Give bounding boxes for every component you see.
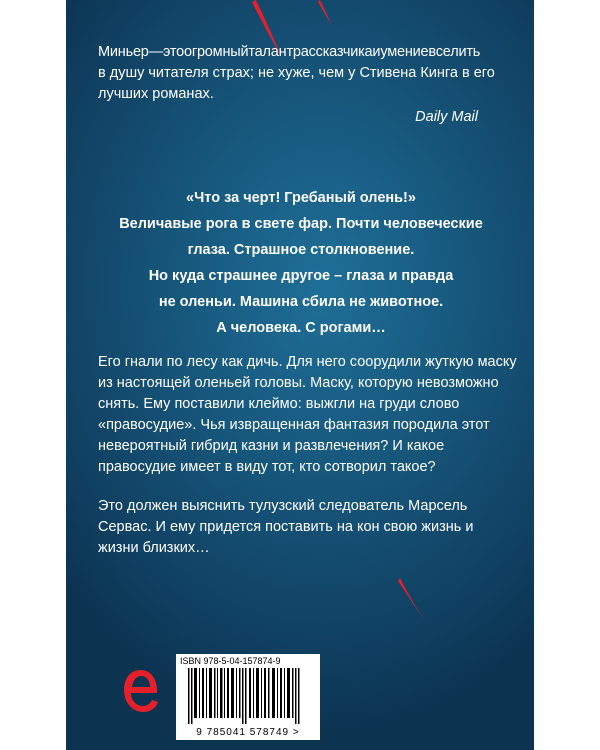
description-paragraph: Его гнали по лесу как дичь. Для него соорудили жуткую маску из настоящей оленьей головы. Маску, которую невозможно снять. Ему поставили клеймо: выжгли на груди слово «правосудие». Чья извращенная фантазия породила этот невероятный гибрид казни и развлечения? И какое правосудие имеет в виду тот, кто сотворил такое?: [98, 354, 517, 475]
barcode-number: 9 785041 578749 >: [196, 727, 300, 738]
teaser-block: [86, 185, 516, 341]
teaser-line: глаза. Страшное столкновение.: [187, 242, 415, 258]
red-slash-top-small-icon: [316, 0, 336, 28]
isbn-label: ISBN 978-5-04-157874-9: [180, 656, 281, 666]
teaser-line: Но куда страшнее другое – глаза и правда: [148, 268, 454, 284]
barcode-area: [176, 654, 320, 740]
back-cover: [66, 0, 534, 750]
review-line: в душу читателя страх; не хуже, чем у Стивена Кинга в его: [98, 65, 495, 81]
teaser-line: Величавые рога в свете фар. Почти человеческие: [119, 216, 483, 232]
review-quote: [98, 42, 518, 128]
review-source: Daily Mail: [415, 109, 478, 125]
book-description: [98, 352, 518, 577]
teaser-line: А человека. С рогами…: [216, 320, 386, 336]
teaser-line: «Что за черт! Гребаный олень!»: [186, 190, 416, 206]
teaser-line: не оленьи. Машина сбила не животное.: [158, 294, 444, 310]
publisher-logo-icon: [121, 664, 161, 718]
review-line: Миньер—этоогромныйталантрассказчикаиумениевселить: [98, 44, 481, 60]
description-paragraph: Это должен выяснить тулузский следователь Марсель Сервас. И ему придется поставить на кон свою жизнь и жизни близких…: [98, 498, 474, 556]
red-slash-bottom-icon: [396, 578, 440, 640]
barcode-icon: [182, 668, 314, 724]
review-line: лучших романах.: [98, 86, 214, 102]
